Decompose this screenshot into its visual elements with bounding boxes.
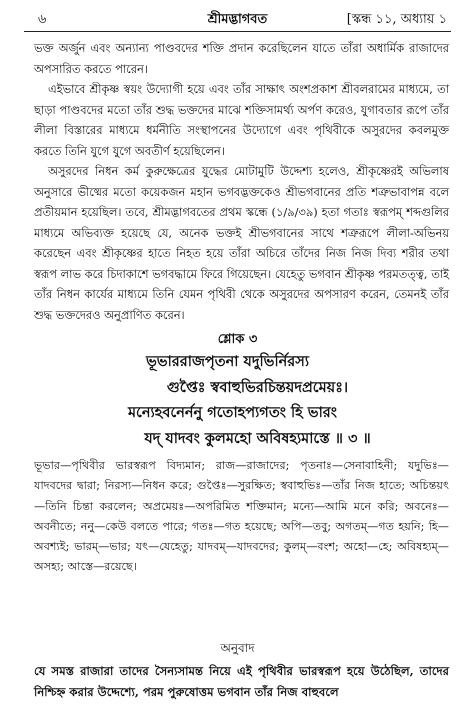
purport-paragraph-2: এইভাবে শ্রীকৃষ্ণ স্বয়ং উদ্যোগী হয়ে এবং তাঁর সাক্ষাৎ অংশপ্রকাশ শ্রীবলরামের মাধ্যমে, তা ছাড়া পাণ্ডবদের মতো তাঁর শুদ্ধ ভক্তদের মাঝে শক্তিসামর্থ্য অর্পণ করেও, যুগাবতার রূপে তাঁর লীলা বিস্তারের মাধ্যমে ধর্মনীতি সংস্থাপনের উদ্যোগে এবং পৃথিবীকে অসুরদের কবলমুক্ত করতে তিনি যুগে যুগে অবতীর্ণ হয়েছিলেন। (34, 82, 449, 158)
verse-line-1: ভূভাররাজপৃতনা যদুভির্নিরস্য (145, 353, 310, 370)
translation-heading: অনুবাদ (220, 641, 255, 655)
book-title: শ্রীমদ্ভাগবত (207, 12, 268, 27)
translation-text: যে সমস্ত রাজারা তাদের সৈন্যসামন্ত নিয়ে এই পৃথিবীর ভারস্বরূপ হয়ে উঠেছিল, তাদের নিশ্চিহ্ন করার উদ্দেশ্যে, পরম পুরুষোত্তম ভগবান তাঁর নিজ বাহুবলে (34, 664, 449, 699)
header-rule (24, 31, 451, 32)
verse-line-3: মন্যেহবনের্ননু গতোহপ্যগতং হি ভারং (127, 404, 338, 421)
page-number: ৬ (38, 12, 47, 27)
chapter-reference: [স্কন্ধ ১১, অধ্যায় ১ (346, 12, 447, 27)
purport-paragraph-1: ভক্ত অর্জুন এবং অন্যান্য পাণ্ডবদের শক্তি প্রদান করেছিলেন যাতে তাঁরা অধার্মিক রাজাদের অপসারিত করতে পারেন। (34, 41, 449, 76)
word-meanings: ভূভার—পৃথিবীর ভারস্বরূপ বিদ্যমান; রাজ—রাজাদের; পৃতনাঃ—সেনাবাহিনী; যদুভিঃ—যাদবদের দ্বারা; নিরস্য—নিধন করে; গুপ্তৈঃ—সুরক্ষিত; স্ববাহুভিঃ—তাঁর নিজ হাতে; অচিন্তয়ৎ—তিনি চিন্তা করলেন; অপ্রমেয়ঃ—অপরিমিত শক্তিমান; মন্যে—আমি মনে করি; অবনেঃ—অবনীতে; ননু—কেউ বলতে পারে; গতঃ—গত হয়েছে; অপি—তবু; অগতম্—গত হয়নি; হি—অবশ্যই; ভারম্—ভার; যৎ—যেহেতু; যাদবম্—যাদবদের; কুলম্—বংশ; অহো—হে; অবিষহ্যম্—অসহ্য; আস্তে—রয়েছে। (34, 459, 449, 574)
sanskrit-verse (0, 349, 475, 451)
purport-paragraph-3: অসুরদের নিধন কর্ম কুরুক্ষেত্রের যুদ্ধের মোটামুটি উদ্দেশ্য হলেও, শ্রীকৃষ্ণেরই অভিলাষ অনুসারে ভীষ্মের মতো কয়েকজন মহান ভগবদ্ভক্তকেও শ্রীভগবানের প্রতি শত্রুভাবাপন্ন বলে প্রতীয়মান হয়েছিল। তবে, শ্রীমদ্ভাগবতের প্রথম স্কন্ধে (১/৯/৩৯) হতা গতাঃ স্বরূপম্ শব্দগুলির মাধ্যমে অভিব্যক্ত হয়েছে যে, অনেক ভক্তই শ্রীভগবানের সাথে শত্রুরূপে লীলা-অভিনয় করেছেন এবং শ্রীকৃষ্ণের হাতে নিহত হয়ে তাঁরা অচিরে তাঁদের নিজ নিজ দিব্য শরীর তথা স্বরূপ লাভ করে চিদাকাশে ভগবদ্ধামে ফিরে গিয়েছেন। যেহেতু ভগবান শ্রীকৃষ্ণ পরমতত্ত্ব, তাই তাঁর নিধন কার্যের মাধ্যমে তিনি যেমন পৃথিবী থেকে অসুরদের অপসারণ করেন, তেমনই তাঁর শুদ্ধ ভক্তদেরও অনুপ্রাণিত করেন। (34, 164, 449, 322)
page-header (24, 10, 451, 32)
verse-line-2: গুপ্তৈঃ স্ববাহুভিরচিন্তয়দপ্রমেয়ঃ। (166, 378, 349, 396)
purport-text (34, 38, 449, 325)
verse-line-4: যদ্ যাদবং কুলমহো অবিষহ্যমাস্তে ॥ ৩ ॥ (144, 429, 371, 447)
verse-heading: শ্লোক ৩ (217, 332, 258, 347)
